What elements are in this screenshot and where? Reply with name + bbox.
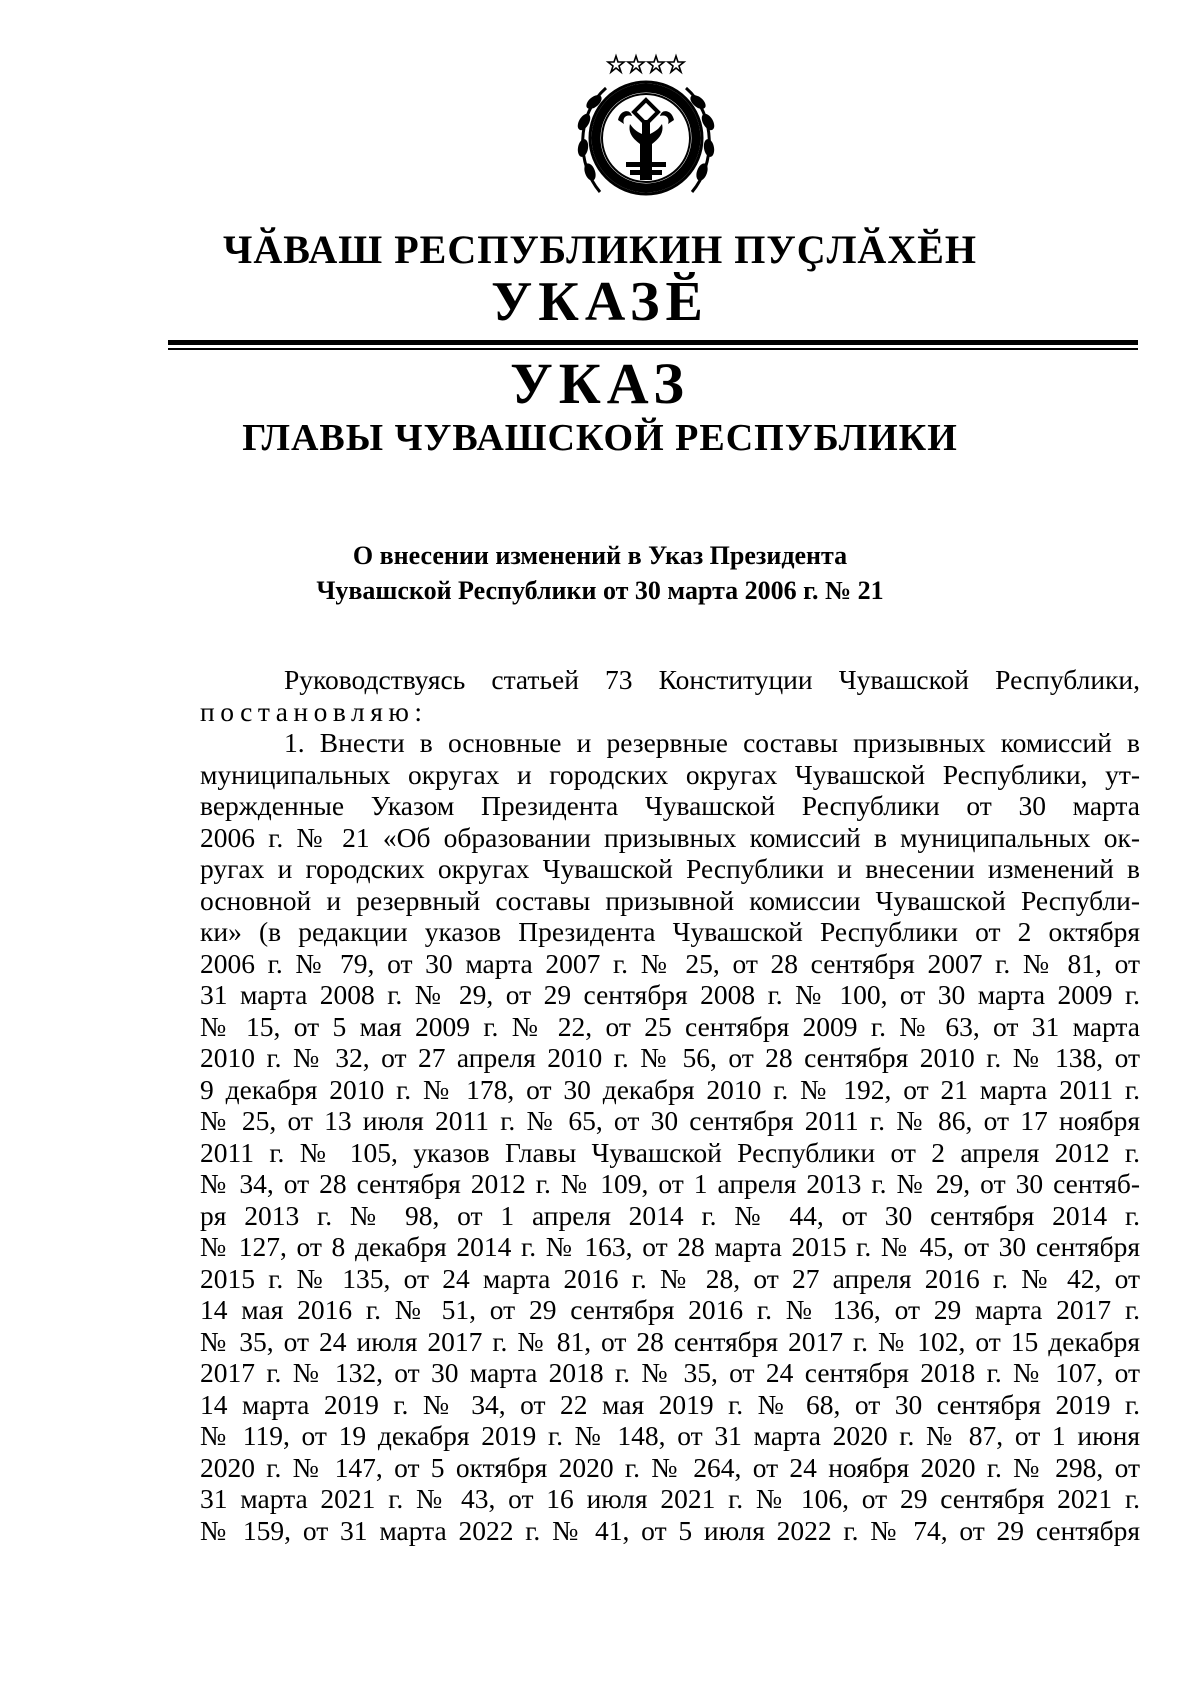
body-line: Руководствуясь статьей 73 Конституции Чувашской Республики,	[284, 664, 1140, 695]
header-divider-thick	[168, 340, 1138, 345]
body-line: № 15, от 5 мая 2009 г. № 22, от 25 сентября 2009 г. № 63, от 31 марта	[200, 1010, 1140, 1042]
body-line: 2015 г. № 135, от 24 марта 2016 г. № 28, от 27 апреля 2016 г. № 42, от	[200, 1262, 1140, 1294]
body-line: 2020 г. № 147, от 5 октября 2020 г. № 264, от 24 ноября 2020 г. № 298, от	[200, 1451, 1140, 1483]
body-line: 1. Внести в основные и резервные составы призывных комиссий в	[284, 727, 1140, 758]
body-line: постановляю:	[200, 695, 428, 727]
body-line: ки» (в редакции указов Президента Чувашской Республики от 2 октября	[200, 916, 1140, 947]
body-line: № 34, от 28 сентября 2012 г. № 109, от 1 апреля 2013 г. № 29, от 30 сентяб-	[200, 1168, 1140, 1199]
body-line: № 25, от 13 июля 2011 г. № 65, от 30 сентября 2011 г. № 86, от 17 ноября	[200, 1105, 1140, 1136]
body-line: № 159, от 31 марта 2022 г. № 41, от 5 июля 2022 г. № 74, от 29 сентября	[200, 1514, 1140, 1546]
body-line: ря 2013 г. № 98, от 1 апреля 2014 г. № 44, от 30 сентября 2014 г.	[200, 1199, 1140, 1231]
body-line: 31 марта 2021 г. № 43, от 16 июля 2021 г. № 106, от 29 сентября 2021 г.	[200, 1483, 1140, 1514]
body-line: вержденные Указом Президента Чувашской Республики от 30 марта	[200, 790, 1140, 821]
body-line: № 119, от 19 декабря 2019 г. № 148, от 31 марта 2020 г. № 87, от 1 июня	[200, 1420, 1140, 1451]
body-line: 2006 г. № 21 «Об образовании призывных комиссий в муниципальных ок-	[200, 821, 1140, 853]
document-body	[200, 664, 1140, 1546]
russian-header-title: ГЛАВЫ ЧУВАШСКОЙ РЕСПУБЛИКИ	[242, 417, 958, 459]
document-subject-line-2: Чувашской Республики от 30 марта 2006 г. № 21	[316, 576, 884, 605]
body-line: ругах и городских округах Чувашской Республики и внесении изменений в	[200, 853, 1140, 884]
body-line: 14 марта 2019 г. № 34, от 22 мая 2019 г. № 68, от 30 сентября 2019 г.	[200, 1388, 1140, 1420]
body-line: основной и резервный составы призывной комиссии Чувашской Республи-	[200, 884, 1140, 916]
body-line: 2011 г. № 105, указов Главы Чувашской Республики от 2 апреля 2012 г.	[200, 1136, 1140, 1168]
body-line: 9 декабря 2010 г. № 178, от 30 декабря 2010 г. № 192, от 21 марта 2011 г.	[200, 1073, 1140, 1105]
chuvash-header-title: ЧӐВАШ РЕСПУБЛИКИН ПУҪЛӐХӖН	[222, 227, 977, 272]
chuvash-republic-coat-of-arms-icon	[570, 52, 722, 212]
russian-header-decree: УКАЗ	[510, 351, 690, 416]
body-line: № 35, от 24 июля 2017 г. № 81, от 28 сентября 2017 г. № 102, от 15 декабря	[200, 1325, 1140, 1357]
body-line: 2006 г. № 79, от 30 марта 2007 г. № 25, от 28 сентября 2007 г. № 81, от	[200, 947, 1140, 979]
body-line: 31 марта 2008 г. № 29, от 29 сентября 2008 г. № 100, от 30 марта 2009 г.	[200, 979, 1140, 1010]
body-line: 14 мая 2016 г. № 51, от 29 сентября 2016 г. № 136, от 29 марта 2017 г.	[200, 1294, 1140, 1325]
body-line: муниципальных округах и городских округах Чувашской Республики, ут-	[200, 758, 1140, 790]
body-line: 2017 г. № 132, от 30 марта 2018 г. № 35, от 24 сентября 2018 г. № 107, от	[200, 1357, 1140, 1388]
chuvash-header-decree: УКАЗӖ	[491, 271, 709, 333]
document-subject-line-1: О внесении изменений в Указ Президента	[352, 541, 848, 570]
body-line: № 127, от 8 декабря 2014 г. № 163, от 28 марта 2015 г. № 45, от 30 сентября	[200, 1231, 1140, 1262]
body-line: 2010 г. № 32, от 27 апреля 2010 г. № 56, от 28 сентября 2010 г. № 138, от	[200, 1042, 1140, 1073]
